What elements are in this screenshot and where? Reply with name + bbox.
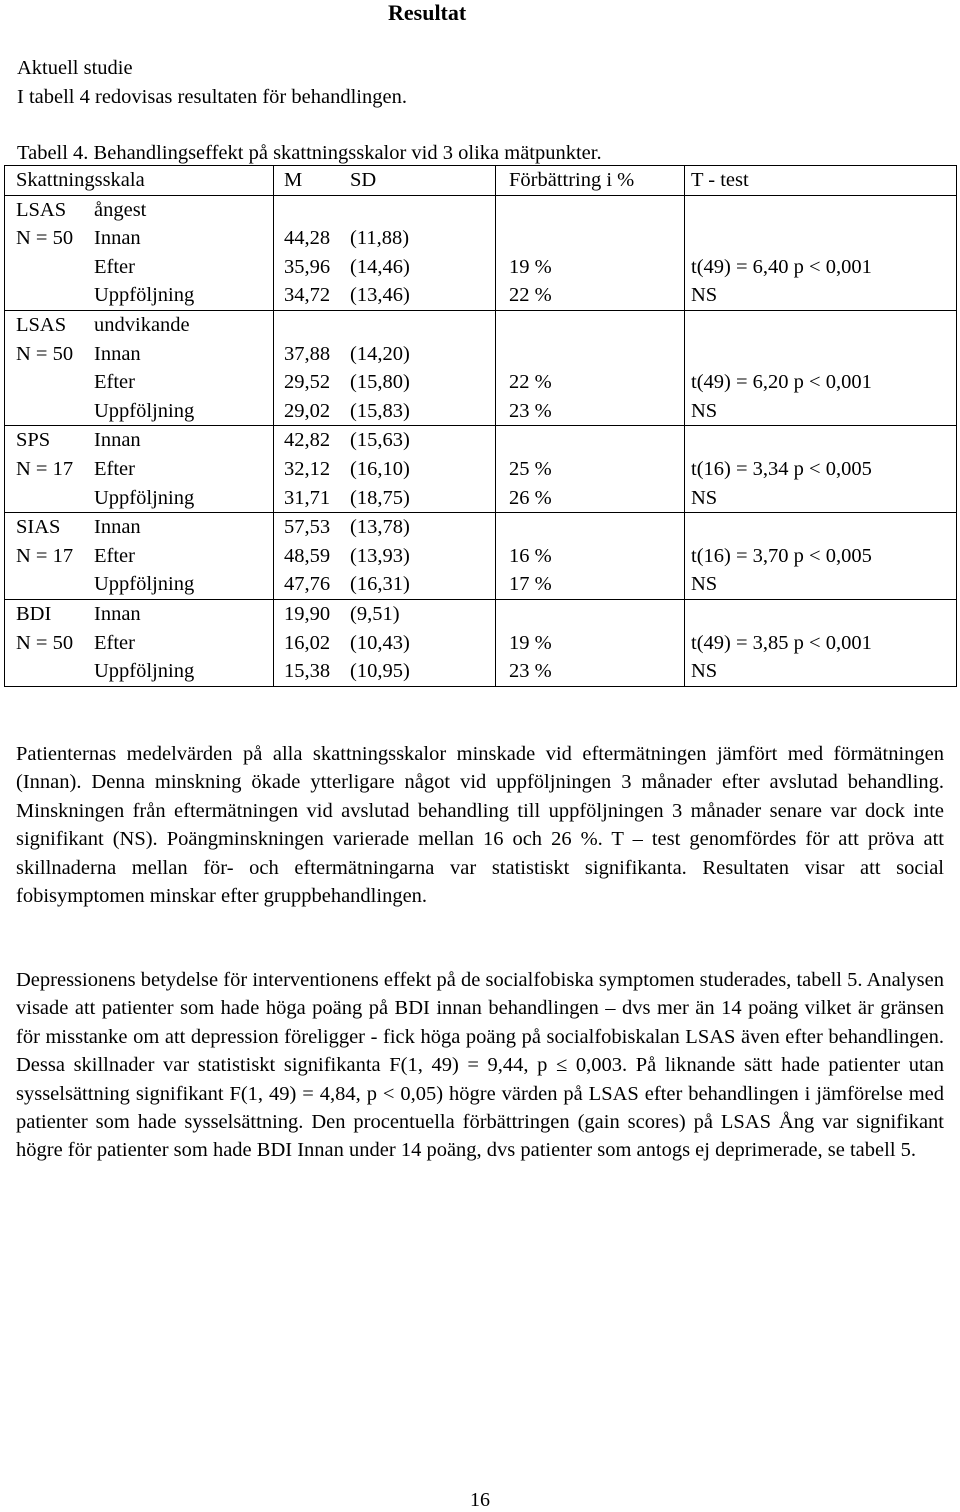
intro-line-2: I tabell 4 redovisas resultaten för behandlingen. [17, 86, 407, 108]
row-label-line [5, 513, 273, 542]
row-label: Innan [94, 429, 141, 452]
row-ttest-line [685, 570, 956, 599]
row-m-sd [274, 600, 495, 629]
row-label-line [5, 224, 273, 253]
table-group-row [5, 513, 957, 600]
table-caption: Tabell 4. Behandlingseffekt på skattningsskalor vid 3 olika mätpunkter. [17, 142, 602, 164]
row-mean: 57,53 [284, 516, 331, 539]
row-label: Innan [94, 602, 141, 625]
row-ttest-line [685, 426, 956, 455]
row-left-label: SIAS [16, 516, 61, 539]
row-improvement-line [496, 570, 684, 599]
row-sd: (16,10) [350, 457, 410, 480]
row-label: Efter [94, 631, 135, 654]
row-improvement: 16 % [509, 544, 552, 567]
row-ttest: NS [691, 399, 718, 422]
row-ttest: NS [691, 573, 718, 596]
row-left-label: N = 50 [16, 631, 74, 654]
scale-name: LSAS [16, 198, 67, 221]
page-heading: Resultat [388, 0, 467, 25]
cell-scale [5, 310, 274, 425]
row-ttest-line [685, 484, 956, 513]
cell-m-sd [274, 195, 496, 310]
row-m-sd [274, 426, 495, 455]
cell-m-sd [274, 599, 496, 686]
table-group-row [5, 310, 957, 425]
row-ttest-line [685, 368, 956, 397]
row-sd: (13,46) [350, 284, 410, 307]
row-improvement-line [496, 513, 684, 542]
intro-line-1: Aktuell studie [17, 57, 133, 79]
table-header-row [5, 166, 957, 196]
scale-title-line [5, 196, 273, 225]
row-label-line [5, 600, 273, 629]
cell-m-sd [274, 513, 496, 600]
row-ttest-line [685, 513, 956, 542]
row-improvement-line [496, 426, 684, 455]
header-m-sd [274, 166, 495, 195]
row-ttest-line [685, 542, 956, 571]
cell-ttest [685, 195, 957, 310]
row-improvement: 17 % [509, 573, 552, 596]
row-left-label: BDI [16, 602, 52, 625]
row-sd: (13,78) [350, 516, 410, 539]
row-m-sd [274, 629, 495, 658]
scale-title-line [5, 311, 273, 340]
paragraph-1 [16, 740, 944, 910]
row-sd: (16,31) [350, 573, 410, 596]
row-improvement-line [496, 542, 684, 571]
row-improvement-line [496, 253, 684, 282]
row-mean: 29,52 [284, 371, 331, 394]
row-label: Efter [94, 371, 135, 394]
row-ttest: t(49) = 3,85 p < 0,001 [691, 631, 872, 654]
row-ttest: NS [691, 486, 718, 509]
row-m-sd [274, 368, 495, 397]
row-m-sd [274, 657, 495, 686]
table-group-row [5, 599, 957, 686]
row-label: Efter [94, 457, 135, 480]
row-m-sd [274, 542, 495, 571]
row-m-sd [274, 253, 495, 282]
row-ttest: t(49) = 6,20 p < 0,001 [691, 371, 872, 394]
header-improvement: Förbättring i % [509, 169, 635, 191]
row-label: Uppföljning [94, 399, 195, 422]
row-m-sd [274, 484, 495, 513]
row-ttest: t(16) = 3,70 p < 0,005 [691, 544, 872, 567]
row-sd: (11,88) [350, 227, 410, 250]
row-mean: 15,38 [284, 660, 331, 683]
row-ttest: NS [691, 660, 718, 683]
row-improvement: 26 % [509, 486, 552, 509]
row-label-line [5, 542, 273, 571]
row-label-line [5, 426, 273, 455]
row-ttest-line [685, 629, 956, 658]
row-left-label: SPS [16, 429, 51, 452]
row-label: Uppföljning [94, 573, 195, 596]
row-mean: 37,88 [284, 342, 331, 365]
cell-improvement [496, 310, 685, 425]
row-ttest-line [685, 657, 956, 686]
cell-ttest [685, 310, 957, 425]
row-ttest-line [685, 340, 956, 369]
row-mean: 42,82 [284, 429, 331, 452]
row-improvement-line [496, 224, 684, 253]
cell-ttest [685, 599, 957, 686]
row-label-line [5, 455, 273, 484]
row-m-sd [274, 340, 495, 369]
row-improvement: 22 % [509, 371, 552, 394]
header-m: M [284, 169, 303, 191]
row-ttest-line [685, 600, 956, 629]
row-m-sd [274, 397, 495, 426]
row-improvement: 19 % [509, 631, 552, 654]
row-m-sd [274, 281, 495, 310]
row-mean: 32,12 [284, 457, 331, 480]
row-improvement-line [496, 397, 684, 426]
row-improvement-line [496, 281, 684, 310]
cell-m-sd [274, 310, 496, 425]
row-m-sd [274, 224, 495, 253]
row-improvement-line [496, 657, 684, 686]
row-improvement-line [496, 629, 684, 658]
paragraph-1-text: Patienternas medelvärden på alla skattningsskalor minskade vid eftermätningen jämfört med förmätningen (Innan). Denna minskning ökade ytterligare något vid uppföljningen 3 månader efter avslutad behandling. Minskningen från eftermätningen vid avslutad behandling till uppföljningen 3 månader senare var dock inte signifikant (NS). Poängminskningen varierade mellan 16 och 26 %. T – test genomfördes för att pröva att skillnaderna mellan för- och eftermätningarna var statistiskt signifikanta. Resultaten visar att social fobisymptomen minskar efter gruppbehandlingen. [16, 743, 944, 908]
row-label: Innan [94, 227, 141, 250]
row-label: Efter [94, 255, 135, 278]
row-sd: (15,80) [350, 371, 410, 394]
row-label-line [5, 397, 273, 426]
row-improvement-line [496, 368, 684, 397]
row-label-line [5, 253, 273, 282]
row-label-line [5, 281, 273, 310]
row-improvement: 23 % [509, 399, 552, 422]
row-ttest-line [685, 253, 956, 282]
row-ttest-line [685, 397, 956, 426]
row-improvement-line [496, 600, 684, 629]
paragraph-2-text: Depressionens betydelse för interventionens effekt på de socialfobiska symptomen studerades, tabell 5. Analysen visade att patienter som hade höga poäng på BDI innan behandlingen – dvs mer än 14 poäng vilket är gränsen för misstanke om att depression föreligger - fick höga poäng på socialfobiskalan LSAS även efter behandlingen. Dessa skillnader var statistiskt signifikanta F(1, 49) = 9,44, p ≤ 0,003. På liknande sätt hade patienter utan sysselsättning signifikant F(1, 49) = 4,84, p < 0,05) högre värden på LSAS efter behandlingen i jämförelse med patienter som hade sysselsättning. Den procentuella förbättringen (gain scores) på LSAS Ång var signifikant högre för patienter som hade BDI Innan under 14 poäng, dvs patienter som antogs ej deprimerade, se tabell 5. [16, 969, 944, 1162]
row-sd: (10,95) [350, 660, 410, 683]
row-mean: 31,71 [284, 486, 331, 509]
table-group-row [5, 195, 957, 310]
row-sd: (15,83) [350, 399, 410, 422]
row-label: Uppföljning [94, 284, 195, 307]
row-sd: (13,93) [350, 544, 410, 567]
row-label-line [5, 340, 273, 369]
row-mean: 35,96 [284, 255, 331, 278]
cell-m-sd [274, 426, 496, 513]
header-ttest: T - test [691, 169, 749, 191]
row-m-sd [274, 570, 495, 599]
cell-scale [5, 513, 274, 600]
row-left-label: N = 17 [16, 544, 74, 567]
row-improvement: 25 % [509, 457, 552, 480]
row-label: Uppföljning [94, 486, 195, 509]
row-ttest-line [685, 455, 956, 484]
row-sd: (9,51) [350, 602, 400, 625]
row-left-label: N = 17 [16, 457, 74, 480]
row-mean: 48,59 [284, 544, 331, 567]
row-mean: 44,28 [284, 227, 331, 250]
row-m-sd [274, 455, 495, 484]
row-left-label: N = 50 [16, 342, 74, 365]
cell-scale [5, 426, 274, 513]
row-improvement: 23 % [509, 660, 552, 683]
header-scale: Skattningsskala [16, 169, 145, 191]
row-sd: (18,75) [350, 486, 410, 509]
results-table [4, 165, 957, 687]
row-mean: 16,02 [284, 631, 331, 654]
row-label: Innan [94, 516, 141, 539]
row-ttest: t(49) = 6,40 p < 0,001 [691, 255, 872, 278]
row-mean: 34,72 [284, 284, 331, 307]
row-label-line [5, 657, 273, 686]
row-label-line [5, 629, 273, 658]
row-label-line [5, 570, 273, 599]
row-sd: (10,43) [350, 631, 410, 654]
row-sd: (15,63) [350, 429, 410, 452]
row-m-sd [274, 513, 495, 542]
scale-name: LSAS [16, 313, 67, 336]
row-ttest-line [685, 224, 956, 253]
row-improvement-line [496, 340, 684, 369]
scale-subname: ångest [94, 198, 147, 221]
table-group-row [5, 426, 957, 513]
cell-improvement [496, 426, 685, 513]
cell-ttest [685, 513, 957, 600]
row-improvement-line [496, 484, 684, 513]
cell-scale [5, 195, 274, 310]
paragraph-2 [16, 966, 944, 1165]
row-improvement: 22 % [509, 284, 552, 307]
row-improvement-line [496, 455, 684, 484]
row-ttest-line [685, 281, 956, 310]
row-left-label: N = 50 [16, 227, 74, 250]
row-mean: 47,76 [284, 573, 331, 596]
row-label: Innan [94, 342, 141, 365]
page-number: 16 [470, 1489, 490, 1511]
row-label-line [5, 368, 273, 397]
row-label-line [5, 484, 273, 513]
row-sd: (14,20) [350, 342, 410, 365]
cell-improvement [496, 195, 685, 310]
row-sd: (14,46) [350, 255, 410, 278]
cell-improvement [496, 513, 685, 600]
row-mean: 19,90 [284, 602, 331, 625]
cell-improvement [496, 599, 685, 686]
cell-scale [5, 599, 274, 686]
row-mean: 29,02 [284, 399, 331, 422]
row-label: Uppföljning [94, 660, 195, 683]
row-improvement: 19 % [509, 255, 552, 278]
row-label: Efter [94, 544, 135, 567]
scale-subname: undvikande [94, 313, 190, 336]
row-ttest: t(16) = 3,34 p < 0,005 [691, 457, 872, 480]
cell-ttest [685, 426, 957, 513]
header-sd: SD [350, 169, 377, 191]
row-ttest: NS [691, 284, 718, 307]
